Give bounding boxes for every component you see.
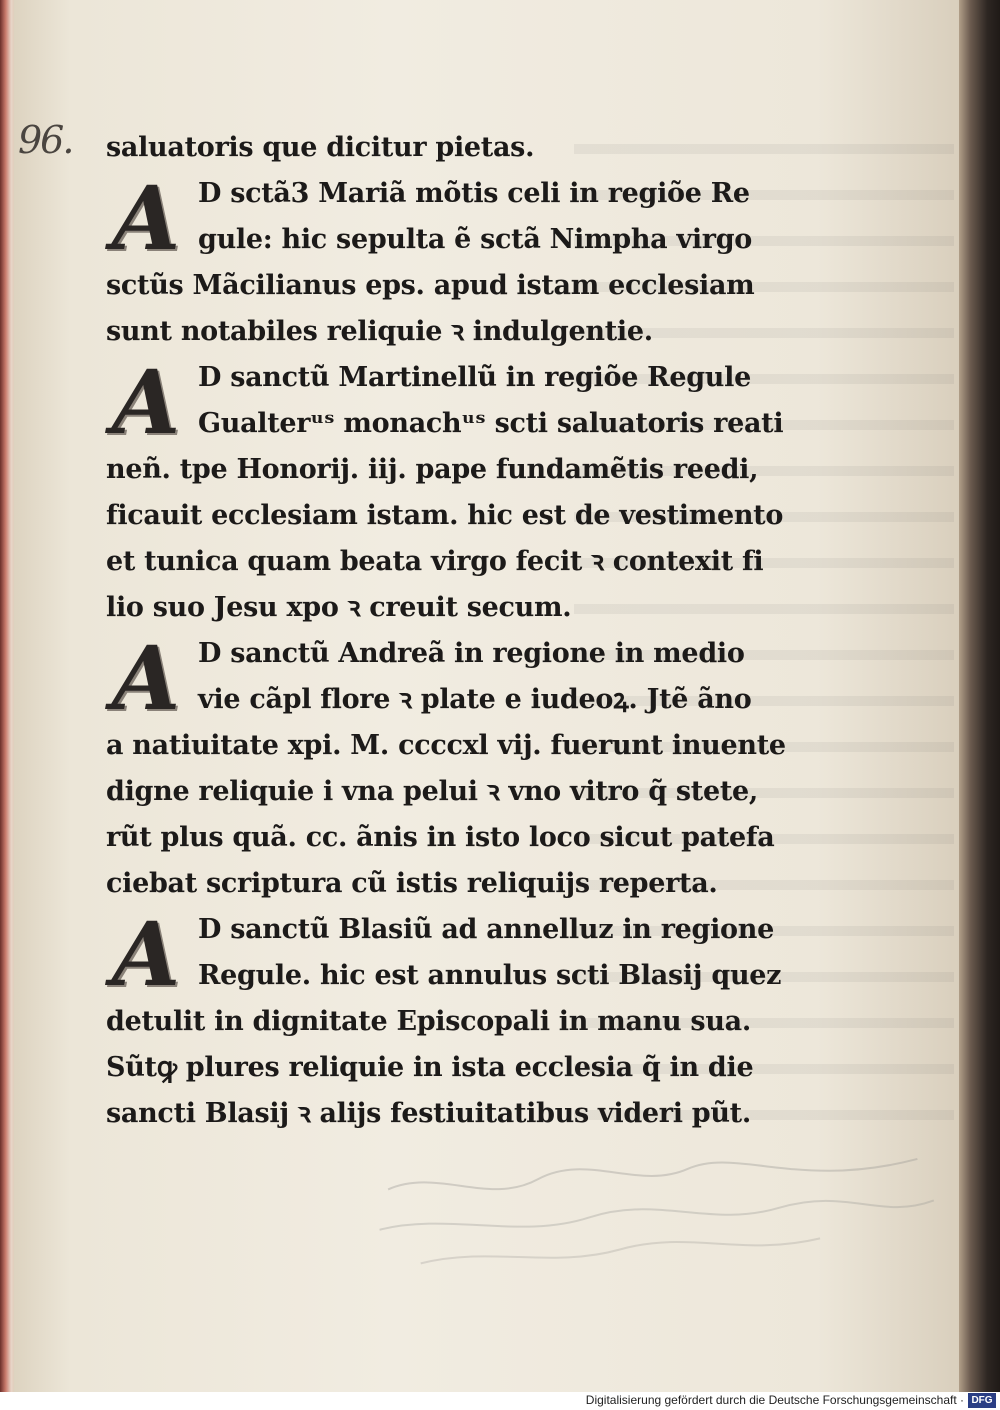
text-line: neñ. tpe Honorij. iij. pape fundamẽtis reedi, (106, 454, 759, 485)
text-line: vie cãpl flore ꝛ plate e iudeoꝝ. Jtẽ ãno (198, 684, 752, 715)
text-line: lio suo Jesu xpo ꝛ creuit secum. (106, 592, 572, 623)
handwriting-scribble (377, 1130, 942, 1289)
paragraph (106, 626, 866, 907)
paragraph (106, 902, 866, 1137)
paragraph (106, 350, 866, 631)
text-line: rũt plus quã. cc. ãnis in isto loco sicut patefa (106, 822, 775, 853)
text-line: gule: hic sepulta ẽ sctã Nimpha virgo (198, 224, 753, 255)
book-edge-right (958, 0, 1000, 1392)
decorated-initial: A (111, 626, 181, 730)
footer-bar (0, 1392, 1000, 1410)
book-page (14, 0, 959, 1392)
text-line: detulit in dignitate Episcopali in manu sua. (106, 1006, 751, 1037)
text-line: D sctã3 Mariã mõtis celi in regiõe Re (198, 178, 750, 209)
decorated-initial: A (111, 902, 181, 1006)
text-line: Regule. hic est annulus scti Blasij quez (198, 960, 782, 991)
decorated-initial: A (111, 166, 181, 270)
text-line: D sanctũ Blasiũ ad annelluz in regione (198, 914, 774, 945)
text-line: saluatoris que dicitur pietas. (106, 132, 535, 163)
paragraph (106, 166, 866, 355)
dfg-logo: DFG (968, 1393, 996, 1408)
text-line: D sanctũ Martinellũ in regiõe Regule (198, 362, 751, 393)
faded-handwritten-note (377, 1130, 942, 1289)
text-line: a natiuitate xpi. M. ccccxl vij. fuerunt inuente (106, 730, 786, 761)
text-line: D sanctũ Andreã in regione in medio (198, 638, 745, 669)
text-line: et tunica quam beata virgo fecit ꝛ contexit fi (106, 546, 764, 577)
paragraph (106, 125, 866, 171)
folio-number: 96. (18, 118, 73, 162)
text-line: sancti Blasij ꝛ alijs festiuitatibus videri pũt. (106, 1098, 751, 1129)
text-line: sctũs Mãcilianus eps. apud istam ecclesiam (106, 270, 755, 301)
decorated-initial: A (111, 350, 181, 454)
text-line: ciebat scriptura cũ istis reliquijs reperta. (106, 868, 718, 899)
text-line: ficauit ecclesiam istam. hic est de vestimento (106, 500, 784, 531)
text-block (106, 125, 866, 1137)
funding-notice: Digitalisierung gefördert durch die Deutsche Forschungsgemeinschaft · (585, 1393, 964, 1407)
text-line: digne reliquie i vna pelui ꝛ vno vitro q̃ stete, (106, 776, 759, 807)
text-line: Gualterᵘˢ monachᵘˢ scti saluatoris reati (198, 408, 784, 439)
text-line: sunt notabiles reliquie ꝛ indulgentie. (106, 316, 653, 347)
text-line: Sũtꝙ plures reliquie in ista ecclesia q̃ in die (106, 1052, 754, 1083)
